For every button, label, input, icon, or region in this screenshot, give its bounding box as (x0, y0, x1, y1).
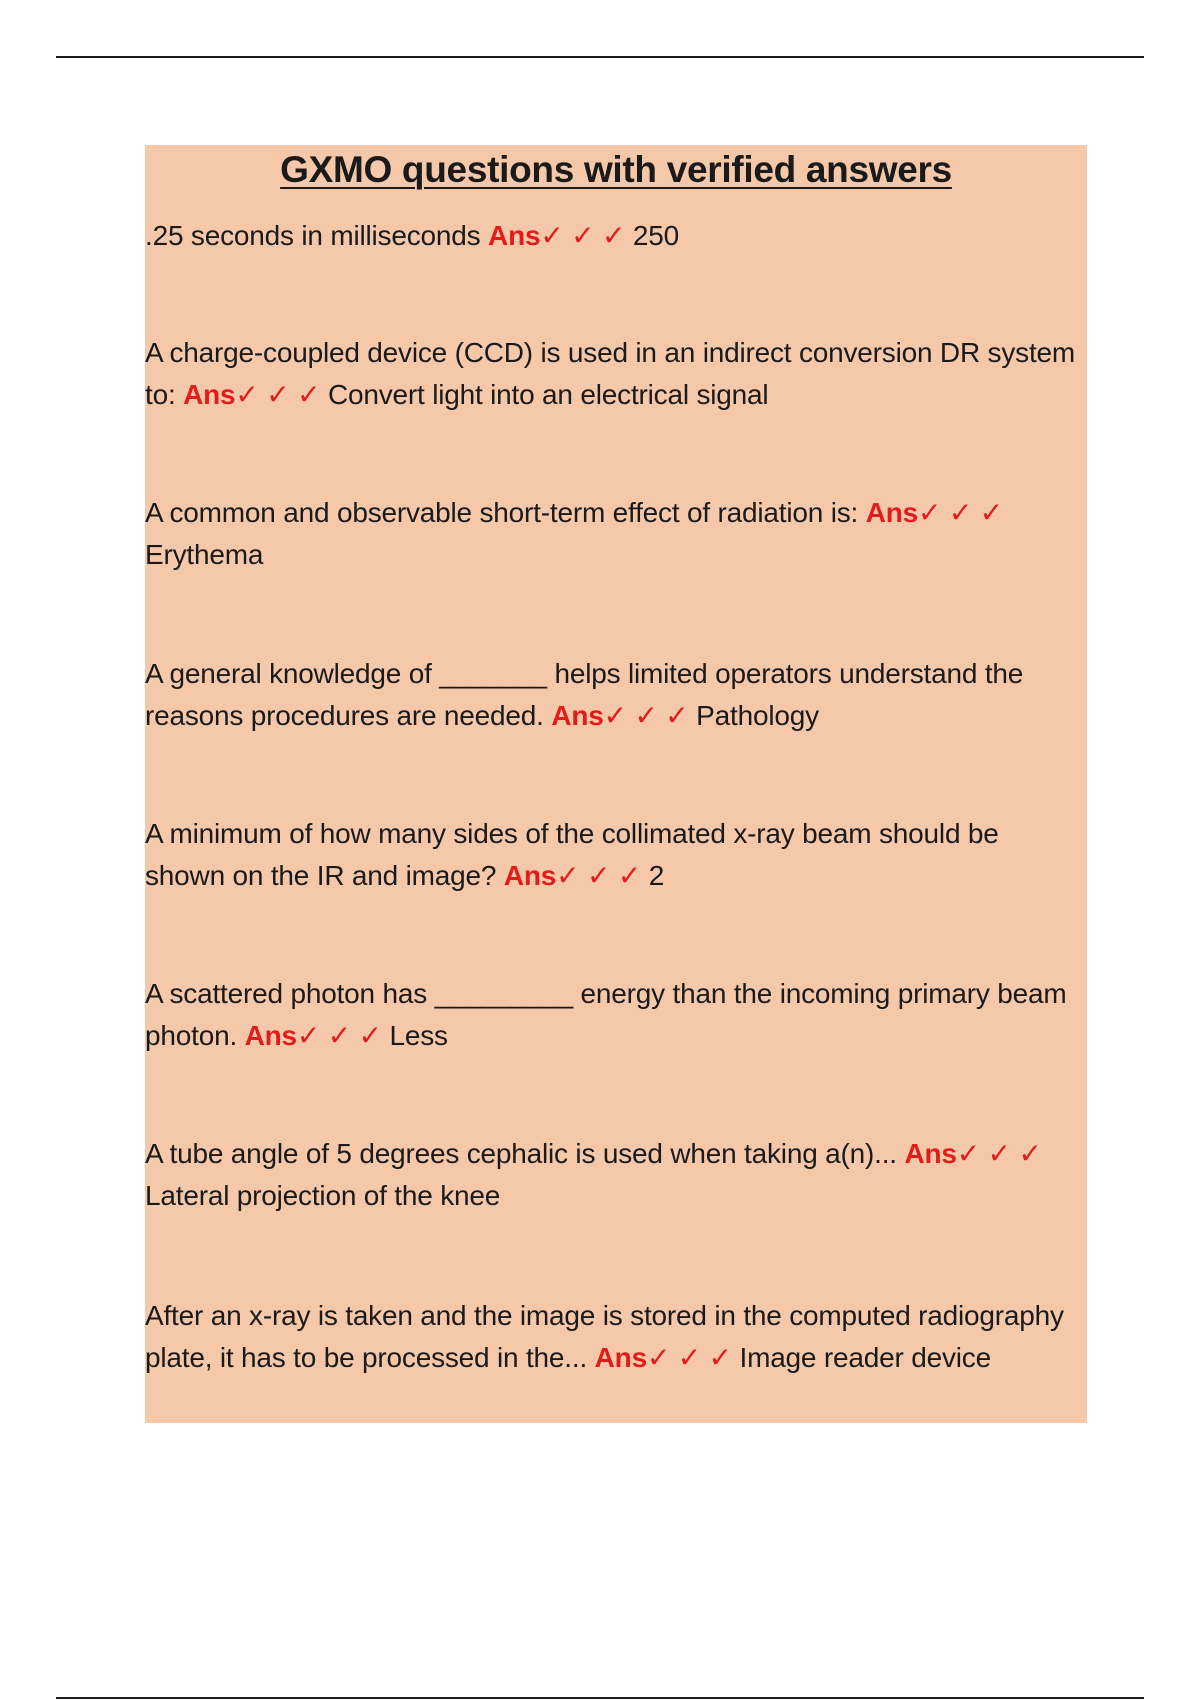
check-marks-icon: ✓ ✓ ✓ (956, 1138, 1042, 1169)
question-text: A common and observable short-term effect of radiation is: (145, 497, 859, 528)
answer-text: Lateral projection of the knee (145, 1180, 501, 1211)
question-text: A tube angle of 5 degrees cephalic is used when taking a(n)... (145, 1138, 897, 1169)
check-marks-icon: ✓ ✓ ✓ (646, 1342, 732, 1373)
answer-text: Erythema (145, 539, 264, 570)
answer-text: 2 (648, 860, 665, 891)
answer-text: Pathology (696, 700, 819, 731)
question-text: A scattered photon has _________ energy than the incoming primary beam photon. (145, 978, 1067, 1051)
check-marks-icon: ✓ ✓ ✓ (296, 1020, 382, 1051)
check-marks-icon: ✓ ✓ ✓ (918, 497, 1003, 528)
header-rule (56, 56, 1144, 58)
answer-text: 250 (632, 220, 680, 251)
answer-text: Less (389, 1020, 448, 1051)
qa-item-3 (145, 492, 1085, 576)
answer-marker: Ans (551, 700, 604, 731)
qa-item-2 (145, 332, 1085, 416)
qa-item-8 (145, 1295, 1085, 1379)
qa-panel (145, 145, 1087, 1423)
question-text: A general knowledge of _______ helps limited operators understand the reasons procedures are needed. (145, 658, 1024, 731)
answer-marker: Ans (904, 1138, 957, 1169)
footer-rule (56, 1697, 1144, 1699)
question-text: .25 seconds in milliseconds (145, 220, 481, 251)
question-text: A charge-coupled device (CCD) is used in an indirect conversion DR system to: (145, 337, 1076, 410)
answer-marker: Ans (594, 1342, 647, 1373)
qa-item-6 (145, 973, 1085, 1057)
answer-marker: Ans (503, 860, 557, 891)
qa-item-4 (145, 653, 1085, 737)
qa-item-7 (145, 1133, 1085, 1217)
question-text: After an x-ray is taken and the image is stored in the computed radiography plate, it has to be processed in the... (145, 1300, 1064, 1373)
qa-item-5 (145, 813, 1085, 897)
document-title: GXMO questions with verified answers (280, 149, 952, 190)
check-marks-icon: ✓ ✓ ✓ (603, 700, 689, 731)
check-marks-icon: ✓ ✓ ✓ (540, 220, 626, 251)
qa-item-1 (145, 215, 1085, 257)
answer-marker: Ans (183, 379, 236, 410)
answer-marker: Ans (488, 220, 541, 251)
check-marks-icon: ✓ ✓ ✓ (556, 860, 642, 891)
answer-text: Convert light into an electrical signal (327, 379, 769, 410)
answer-text: Image reader device (739, 1342, 991, 1373)
answer-marker: Ans (244, 1020, 297, 1051)
check-marks-icon: ✓ ✓ ✓ (235, 379, 321, 410)
answer-marker: Ans (865, 497, 919, 528)
question-text: A minimum of how many sides of the collimated x-ray beam should be shown on the IR and image? (145, 818, 999, 891)
